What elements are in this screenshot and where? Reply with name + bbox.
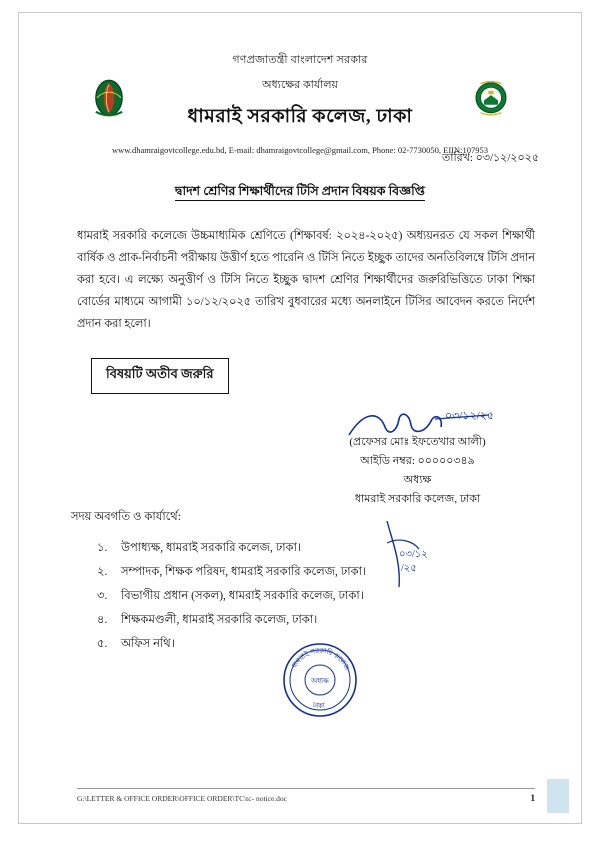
official-seal-icon [281,641,359,719]
office-line: অধ্যক্ষের কার্যালয় [261,79,339,91]
distribution-list [97,536,366,656]
page-corner-marker [547,779,569,813]
document-date: তারিখ: ০৩/১২/২০২৫ [442,152,539,164]
document-sheet [18,12,582,824]
handwritten-initials [379,513,439,593]
list-item-text: অফিস নথি। [121,638,175,650]
signature-block [310,433,525,509]
list-item-number: ৩. [97,590,108,602]
page-title-text: দ্বাদশ শ্রেণির শিক্ষার্থীদের টিসি প্রদান বিষয়ক বিজ্ঞপ্তি [175,184,425,201]
page-title [19,183,581,203]
list-item-number: ১. [97,542,108,554]
government-line: গণপ্রজাতন্ত্রী বাংলাদেশ সরকার [232,54,368,66]
list-item-text: বিভাগীয় প্রধান (সকল), ধামরাই সরকারি কলেজ, ঢাকা। [121,590,364,602]
signatory-designation: অধ্যক্ষ [403,474,432,486]
notice-body: ধামরাই সরকারি কলেজে উচ্চমাধ্যমিক শ্রেণিতে (শিক্ষাবর্ষ: ২০২৪-২০২৫) অধ্যয়নরত যে সকল শিক্ষার্থী বার্ষিক ও প্রাক-নির্বাচনী পরীক্ষায় উত্তীর্ণ হতে পারেনি ও টিসি নিতে ইচ্ছুক তাদের অনতিবিলম্বে টিসি প্রদান করা হবে। এ লক্ষ্যে অনুত্তীর্ণ ও টিসি নিতে ইচ্ছুক দ্বাদশ শ্রেণির শিক্ষার্থীদের জরুরিভিত্তিতে ঢাকা শিক্ষা বোর্ডের মাধ্যমে আগামী ১০/১২/২০২৫ তারিখ বুধবারের মধ্যে অনলাইনে টিসির আবেদন করতে নির্দেশ প্রদান করা হলো। [77,230,535,330]
list-item-number: ২. [97,566,108,578]
document-footer [77,793,535,803]
footer-divider [77,788,535,789]
svg-text:/২৫: /২৫ [401,563,417,574]
signatory-name: (প্রফেসর মোঃ ইফতেখার আলী) [349,436,486,448]
svg-text:ঢাকা: ঢাকা [312,701,326,711]
signatory-id: আইডি নম্বর: ০০০০০৩৪৯ [360,455,475,467]
college-name: ধামরাই সরকারি কলেজ, ঢাকা [187,106,413,127]
list-item-number: ৪. [97,614,108,626]
list-item [97,536,366,560]
college-logo-icon [469,75,513,121]
list-item [97,560,366,584]
list-item-number: ৫. [97,638,108,650]
contact-line: www.dhamraigovtcollege.edu.bd, E-mail: dhamraigovtcollege@gmail.com, Phone: 02-7730050, EIIN:107953 [112,145,488,155]
svg-text:০৩/১২: ০৩/১২ [399,549,428,560]
list-item [97,608,366,632]
bangladesh-government-emblem-icon [87,75,131,121]
list-item-text: শিক্ষকমণ্ডলী, ধামরাই সরকারি কলেজ, ঢাকা। [121,614,318,626]
page-number: 1 [530,793,535,803]
svg-text:অধ্যক্ষ: অধ্যক্ষ [311,677,329,685]
svg-text:ধামরাই সরকারি কলেজ: ধামরাই সরকারি কলেজ [290,646,351,672]
svg-text:০৩/১২/২৫: ০৩/১২/২৫ [445,410,494,422]
signatory-institution: ধামরাই সরকারি কলেজ, ঢাকা [354,493,481,505]
list-item [97,584,366,608]
distribution-heading: সদয় অবগতি ও কার্যার্থে: [71,511,181,523]
list-item-text: সম্পাদক, শিক্ষক পরিষদ, ধামরাই সরকারি কলেজ, ঢাকা। [121,566,367,578]
urgent-badge: বিষয়টি অতীব জরুরি [91,358,229,394]
list-item-text: উপাধ্যক্ষ, ধামরাই সরকারি কলেজ, ঢাকা। [121,542,302,554]
footer-file-path: G:\LETTER & OFFICE ORDER\OFFICE ORDER\TC\tc- notice.doc [77,794,287,803]
